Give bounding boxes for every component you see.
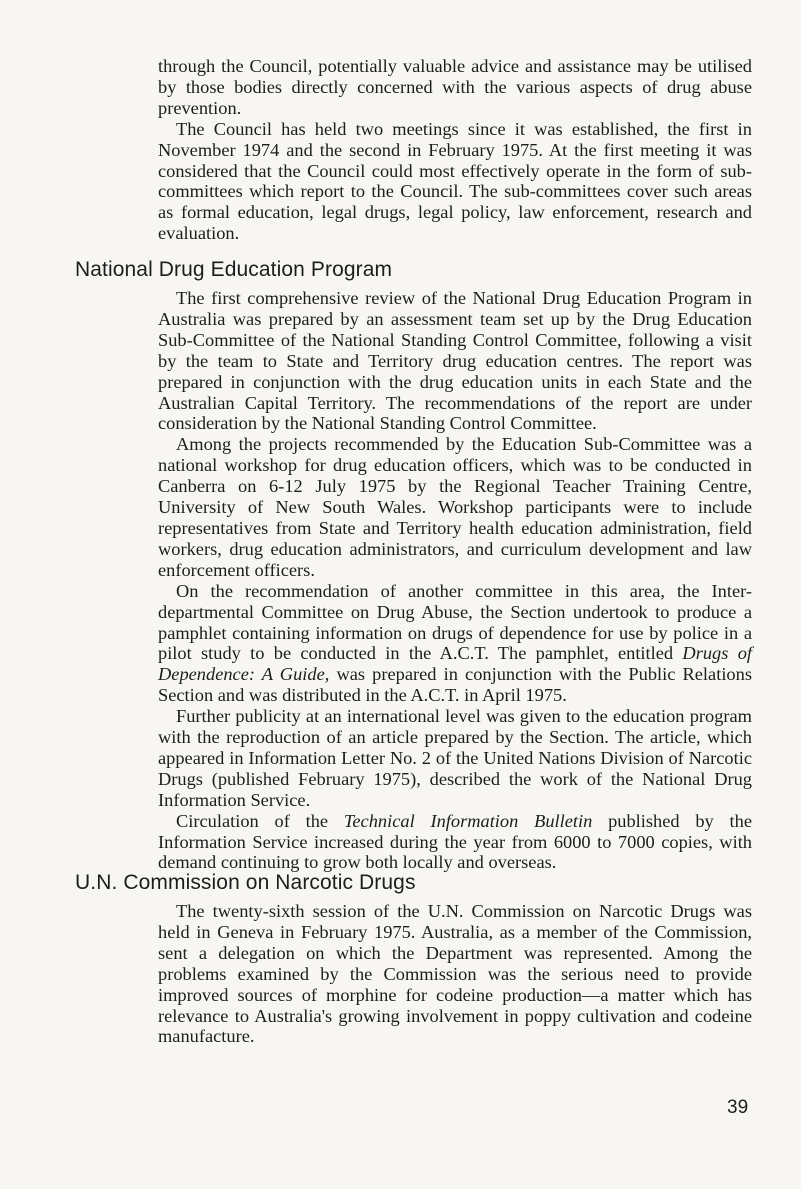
bulletin-title: Technical Information Bulletin [343,810,593,831]
ndep-paragraph-4: Further publicity at an international level was given to the education program with the reproduction of an article prepared by the Section. The article, which appeared in Information Letter No. 2 of the United Nations Division of Narcotic Drugs (published February 1975), described the work of the National Drug Information Service. [158,706,752,810]
ndep-paragraph-1: The first comprehensive review of the National Drug Education Program in Australia was prepared by an assessment team set up by the Drug Education Sub-Committee of the National Standing Control Committee, following a visit by the team to State and Territory drug education centres. The report was prepared in conjunction with the drug education units in each State and the Australian Capital Territory. The recommendations of the report are under consideration by the National Standing Control Committee. [158,288,752,434]
page-number: 39 [727,1097,749,1118]
intro-text-block [158,56,752,244]
un-text-block [158,901,752,1047]
intro-paragraph-1: through the Council, potentially valuable advice and assistance may be utilised by those bodies directly concerned with the various aspects of drug abuse prevention. [158,56,752,118]
pamphlet-title: Drugs of Dependence: A Guide [158,643,753,685]
ndep-paragraph-3-text-b: , was prepared in conjunction with the Public Relations Section and was distributed in the A.C.T. in April 1975. [158,664,752,706]
heading-un-commission: U.N. Commission on Narcotic Drugs [75,871,416,894]
intro-paragraph-2: The Council has held two meetings since it was established, the first in November 1974 and the second in February 1975. At the first meeting it was considered that the Council could most effectively operate in the form of sub-committees which report to the Council. The sub-committees cover such areas as formal education, legal drugs, legal policy, law enforcement, research and evaluation. [158,118,752,244]
ndep-paragraph-5-text-a: Circulation of the [176,810,344,831]
ndep-paragraph-2: Among the projects recommended by the Education Sub-Committee was a national workshop for drug education officers, which was to be conducted in Canberra on 6-12 July 1975 by the Regional Teacher Training Centre, University of New South Wales. Workshop participants were to include representatives from State and Territory health education administration, field workers, drug education administrators, and curriculum development and law enforcement officers. [158,434,752,580]
ndep-paragraph-3-text-a: On the recommendation of another committee in this area, the Inter-departmental Committee on Drug Abuse, the Section undertook to produce a pamphlet containing information on drugs of dependence for use by police in a pilot study to be conducted in the A.C.T. The pamphlet, entitled [158,580,752,664]
heading-national-drug-education-program: National Drug Education Program [75,258,393,281]
ndep-paragraph-5 [158,811,752,874]
ndep-text-block [158,288,752,873]
ndep-paragraph-5-text-b: published by the Information Service increased during the year from 6000 to 7000 copies, with demand continuing to grow both locally and overseas. [158,810,752,873]
un-paragraph-1: The twenty-sixth session of the U.N. Commission on Narcotic Drugs was held in Geneva in February 1975. Australia, as a member of the Commission, sent a delegation on which the Department was represented. Among the problems examined by the Commission was the serious need to provide improved sources of morphine for codeine production—a matter which has relevance to Australia's growing involvement in poppy cultivation and codeine manufacture. [158,901,752,1047]
ndep-paragraph-3 [158,581,752,706]
